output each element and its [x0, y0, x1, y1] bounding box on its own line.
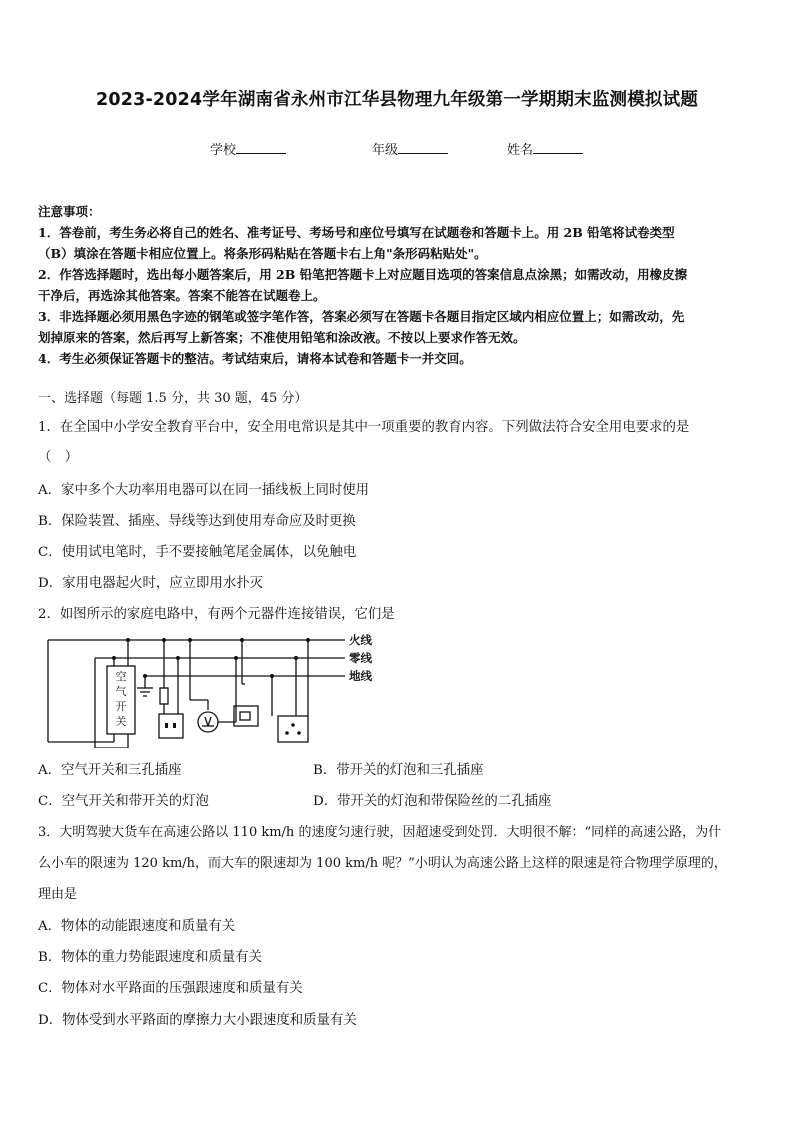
- notes-block: [38, 201, 758, 369]
- q3-option-a[interactable]: A．物体的动能跟速度和质量有关: [38, 919, 236, 934]
- circuit-diagram: [40, 632, 390, 748]
- section-title: 一、选择题（每题 1.5 分，共 30 题，45 分）: [38, 391, 308, 406]
- q2-option-b[interactable]: B．带开关的灯泡和三孔插座: [313, 763, 484, 778]
- q1-paren: （ ）: [38, 450, 79, 465]
- breaker-char: 空: [115, 670, 127, 683]
- bulb: [198, 712, 218, 732]
- note-line: （B）填涂在答题卡相应位置上。将条形码粘贴在答题卡右上角"条形码粘贴处"。: [38, 246, 487, 261]
- live-label: 火线: [349, 633, 372, 647]
- q1-option-d[interactable]: D．家用电器起火时，应立即用水扑灭: [38, 576, 263, 591]
- school-field[interactable]: [210, 139, 286, 158]
- note-line: 3．非选择题必须用黑色字迹的钢笔或签字笔作答，答案必须写在答题卡各题目指定区域内相应位置上；如需改动，先: [38, 309, 685, 324]
- q1-option-c[interactable]: C．使用试电笔时，手不要接触笔尾金属体，以免触电: [38, 545, 357, 560]
- q1-stem: 1．在全国中小学安全教育平台中，安全用电常识是其中一项重要的教育内容。下列做法符合安全用电要求的是: [38, 420, 690, 435]
- fuse: [160, 688, 168, 704]
- q2-stem: 2．如图所示的家庭电路中，有两个元器件连接错误，它们是: [38, 607, 395, 622]
- note-line: 4．考生必须保证答题卡的整洁。考试结束后，请将本试卷和答题卡一并交回。: [38, 351, 472, 366]
- school-label: 学校: [210, 143, 237, 158]
- ground-label: 地线: [349, 669, 372, 683]
- q3-stem-line: 么小车的限速为 120 km/h，而大车的限速却为 100 km/h 呢？”小明认为高速公路上这样的限速是符合物理学原理的，: [38, 856, 727, 871]
- breaker-char: 关: [115, 715, 127, 728]
- breaker-char: 气: [115, 685, 127, 698]
- name-blank: [533, 141, 583, 154]
- grade-label: 年级: [372, 143, 399, 158]
- note-line: 2．作答选择题时，选出每小题答案后，用 2B 铅笔把答题卡上对应题目选项的答案信息点涂黑；如需改动，用橡皮擦: [38, 267, 688, 282]
- q3-stem-line: 理由是: [38, 887, 78, 902]
- note-line: 划掉原来的答案，然后再写上新答案；不准使用铅笔和涂改液。不按以上要求作答无效。: [38, 330, 526, 345]
- notes-heading: 注意事项：: [38, 204, 101, 219]
- q2-option-a[interactable]: A．空气开关和三孔插座: [38, 763, 182, 778]
- school-blank: [236, 141, 286, 154]
- q2-option-d[interactable]: D．带开关的灯泡和带保险丝的二孔插座: [313, 794, 552, 809]
- page-title: 2023-2024学年湖南省永州市江华县物理九年级第一学期期末监测模拟试题: [95, 90, 699, 110]
- q1-option-a[interactable]: A．家中多个大功率用电器可以在同一插线板上同时使用: [38, 483, 370, 498]
- q3-option-c[interactable]: C．物体对水平路面的压强跟速度和质量有关: [38, 981, 303, 996]
- note-line: 1．答卷前，考生务必将自己的姓名、准考证号、考场号和座位号填写在试题卷和答题卡上。用 2B 铅笔将试卷类型: [38, 225, 675, 240]
- q1-option-b[interactable]: B．保险装置、插座、导线等达到使用寿命应及时更换: [38, 514, 356, 529]
- name-field[interactable]: [507, 139, 583, 158]
- breaker-char: 开: [115, 700, 127, 713]
- three-pin-socket: [278, 716, 308, 742]
- q3-option-d[interactable]: D．物体受到水平路面的摩擦力大小跟速度和质量有关: [38, 1013, 357, 1028]
- two-pin-socket: [159, 714, 183, 738]
- q3-stem-line: 3．大明驾驶大货车在高速公路以 110 km/h 的速度匀速行驶，因超速受到处罚．大明很不解：“同样的高速公路，为什: [38, 825, 722, 840]
- neutral-label: 零线: [349, 651, 372, 665]
- q2-option-c[interactable]: C．空气开关和带开关的灯泡: [38, 794, 209, 809]
- q3-option-b[interactable]: B．物体的重力势能跟速度和质量有关: [38, 950, 263, 965]
- name-label: 姓名: [507, 143, 534, 158]
- grade-field[interactable]: [372, 139, 448, 158]
- switch-box: [234, 706, 258, 726]
- note-line: 干净后，再选涂其他答案。答案不能答在试题卷上。: [38, 288, 326, 303]
- grade-blank: [398, 141, 448, 154]
